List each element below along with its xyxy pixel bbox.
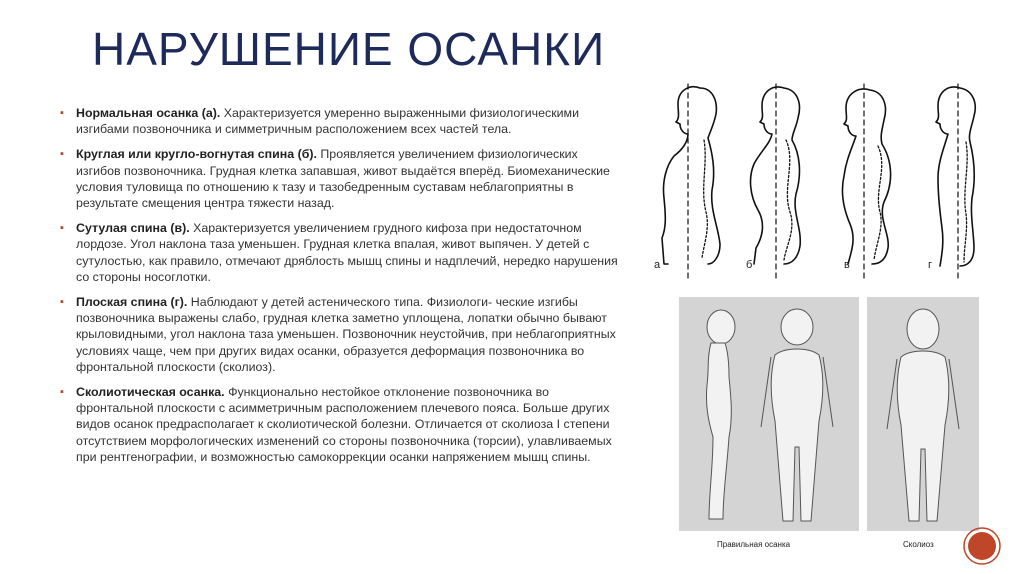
posture-types-figure bbox=[652, 78, 1004, 286]
photo-panel-correct bbox=[679, 297, 859, 531]
page-title: НАРУШЕНИЕ ОСАНКИ bbox=[92, 23, 606, 75]
bullet-stooped-back bbox=[60, 220, 620, 285]
bullet-text: Характеризуется умеренно выраженными физиологическими изгибами позвоночника и симметричным расположением всех частей тела. bbox=[76, 106, 579, 137]
bullet-term: Нормальная осанка (а). bbox=[76, 106, 221, 120]
bullet-term: Сколиотическая осанка. bbox=[76, 385, 225, 400]
figure-d-silhouette bbox=[936, 82, 975, 278]
posture-photos-figure bbox=[679, 297, 979, 552]
figure-label-a: а bbox=[654, 259, 661, 271]
bullet-round-back bbox=[60, 146, 620, 211]
caption-scoliosis: Сколиоз bbox=[903, 540, 934, 549]
bullet-term: Круглая или кругло-вогнутая спина (б). bbox=[76, 147, 317, 162]
bullet-marker: ▪ bbox=[60, 222, 64, 235]
bullet-text: Функционально нестойкое отклонение позвоночника во фронтальной плоскости с асимметричным расположением плечевого пояса. Больше других видов осанок предрасполагает к сколиотической болезни. Отличается от сколиоза I степени отсутствием морфологических изменений со стороны позвоночника (торсии), улавливаемых при рентгенографии, и возможностью самокоррекции осанки напряжением мышц спины. bbox=[76, 385, 612, 464]
figure-label-c: в bbox=[844, 259, 850, 271]
bullet-flat-back bbox=[60, 294, 620, 375]
caption-correct-posture: Правильная осанка bbox=[717, 540, 791, 549]
bullet-normal-posture bbox=[60, 105, 620, 137]
bullet-marker: ▪ bbox=[60, 148, 64, 161]
bullet-marker: ▪ bbox=[60, 296, 64, 309]
bullet-marker: ▪ bbox=[60, 107, 64, 119]
figure-b-silhouette bbox=[751, 82, 801, 278]
page-badge-icon bbox=[962, 526, 1002, 566]
bullet-term: Плоская спина (г). bbox=[76, 295, 188, 310]
figure-a-silhouette bbox=[662, 82, 720, 278]
bullet-list bbox=[60, 105, 620, 474]
bullet-marker: ▪ bbox=[60, 386, 64, 399]
figure-label-d: г bbox=[928, 259, 933, 271]
bullet-scoliotic-posture bbox=[60, 384, 620, 465]
figure-c-silhouette bbox=[842, 82, 890, 278]
figure-label-b: б bbox=[746, 259, 753, 271]
bullet-term: Сутулая спина (в). bbox=[76, 221, 190, 236]
bullet-text: Наблюдают у детей астенического типа. Физиологи- ческие изгибы позвоночника выражены слабо, грудная клетка заметно уплощена, лопатки обычно бывают крыловидными, угол наклона таза уменьшен. Позвоночник неустойчив, при неблагоприятных условиях чаще, чем при других видах осанки, образуется деформация позвоночника во фронтальной плоскости (сколиоз). bbox=[76, 295, 616, 374]
bullet-text: Проявляется увеличением физиологических изгибов позвоночника. Грудная клетка запавшая, живот выдаётся вперёд. Биомеханические условия туловища по отношению к тазу и тазобедренным суставам неблагоприятны в результате смещения центра тяжести назад. bbox=[76, 147, 610, 211]
bullet-text: Характеризуется увеличением грудного кифоза при недостаточном лордозе. Угол наклона таза уменьшен. Грудная клетка впалая, живот выпячен. У детей с сутулостью, как правило, отмечают дряблость мышц спины и надплечий, нередко нарушения со стороны носоглотки. bbox=[76, 221, 618, 284]
